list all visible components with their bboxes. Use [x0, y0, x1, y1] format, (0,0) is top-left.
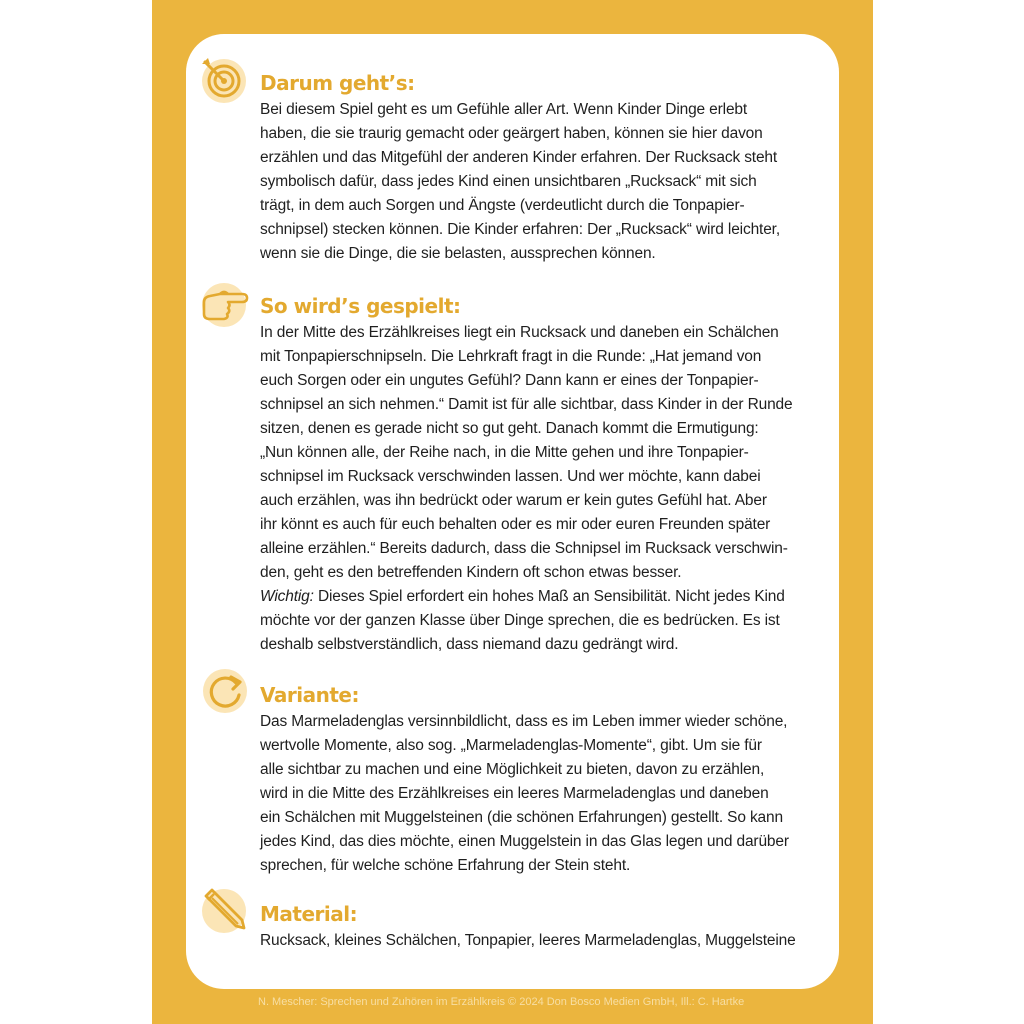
- text-line: alleine erzählen.“ Bereits dadurch, dass die Schnipsel im Rucksack verschwin-: [260, 540, 788, 557]
- redo-arrow-icon: [200, 665, 250, 715]
- text-line: auch erzählen, was ihn bedrückt oder warum er kein gutes Gefühl hat. Aber: [260, 492, 767, 509]
- text-line: haben, die sie traurig gemacht oder geärgert haben, können sie hier davon: [260, 125, 763, 142]
- section-material: [260, 901, 820, 953]
- important-note-line: [260, 585, 820, 609]
- text-line: jedes Kind, das dies möchte, einen Muggelstein in das Glas legen und darüber: [260, 833, 789, 850]
- text-line: den, geht es den betreffenden Kindern oft schon etwas besser.: [260, 564, 682, 581]
- section-heading: Material:: [260, 902, 358, 926]
- target-icon: [198, 54, 248, 104]
- text-segment: Dieses Spiel erfordert ein hohes Maß an Sensibilität. Nicht jedes Kind: [313, 588, 785, 605]
- text-line: euch Sorgen oder ein ungutes Gefühl? Dann kann er eines der Tonpapier-: [260, 372, 759, 389]
- section-body: [260, 321, 820, 657]
- text-line: trägt, in dem auch Sorgen und Ängste (verdeutlicht durch die Tonpapier-: [260, 197, 745, 214]
- text-line: ein Schälchen mit Muggelsteinen (die schönen Erfahrungen) gestellt. So kann: [260, 809, 783, 826]
- text-line: Das Marmeladenglas versinnbildlicht, dass es im Leben immer wieder schöne,: [260, 713, 788, 730]
- text-line: deshalb selbstverständlich, dass niemand dazu gedrängt wird.: [260, 636, 679, 653]
- text-line: sprechen, für welche schöne Erfahrung der Stein steht.: [260, 857, 631, 874]
- text-line: wenn sie die Dinge, die sie belasten, aussprechen können.: [260, 245, 656, 262]
- text-line: Rucksack, kleines Schälchen, Tonpapier, leeres Marmeladenglas, Muggelsteine: [260, 932, 796, 949]
- section-variante: [260, 682, 820, 878]
- important-label: Wichtig:: [260, 588, 314, 605]
- text-line: möchte vor der ganzen Klasse über Dinge sprechen, die es bedrücken. Es ist: [260, 612, 780, 629]
- text-line: schnipsel an sich nehmen.“ Damit ist für alle sichtbar, dass Kinder in der Runde: [260, 396, 793, 413]
- text-line: alle sichtbar zu machen und eine Möglichkeit zu bieten, davon zu erzählen,: [260, 761, 765, 778]
- text-line: wird in die Mitte des Erzählkreises ein leeres Marmeladenglas und daneben: [260, 785, 769, 802]
- text-line: schnipsel) stecken können. Die Kinder erfahren: Der „Rucksack“ wird leichter,: [260, 221, 780, 238]
- text-line: Bei diesem Spiel geht es um Gefühle aller Art. Wenn Kinder Dinge erlebt: [260, 101, 748, 118]
- text-line: wertvolle Momente, also sog. „Marmeladenglas-Momente“, gibt. Um sie für: [260, 737, 762, 754]
- text-line: sitzen, denen es gerade nicht so gut geht. Danach kommt die Ermutigung:: [260, 420, 759, 437]
- text-line: mit Tonpapierschnipseln. Die Lehrkraft fragt in die Runde: „Hat jemand von: [260, 348, 762, 365]
- text-line: „Nun können alle, der Reihe nach, in die Mitte gehen und ihre Tonpapier-: [260, 444, 749, 461]
- pointing-hand-icon: [198, 280, 254, 330]
- pencil-icon: [198, 884, 248, 934]
- text-line: symbolisch dafür, dass jedes Kind einen unsichtbaren „Rucksack“ mit sich: [260, 173, 757, 190]
- section-darum-gehts: [260, 70, 820, 266]
- section-so-wirds-gespielt: [260, 293, 820, 657]
- section-body: [260, 98, 820, 266]
- text-line: In der Mitte des Erzählkreises liegt ein Rucksack und daneben ein Schälchen: [260, 324, 779, 341]
- text-line: ihr könnt es auch für euch behalten oder es mir oder euren Freunden später: [260, 516, 771, 533]
- text-line: erzählen und das Mitgefühl der anderen Kinder erfahren. Der Rucksack steht: [260, 149, 778, 166]
- section-heading: Variante:: [260, 683, 359, 707]
- section-body: [260, 710, 820, 878]
- section-body: [260, 929, 820, 953]
- section-heading: Darum geht’s:: [260, 71, 415, 95]
- section-heading: So wird’s gespielt:: [260, 294, 461, 318]
- text-line: schnipsel im Rucksack verschwinden lassen. Und wer möchte, kann dabei: [260, 468, 761, 485]
- copyright-footer: N. Mescher: Sprechen und Zuhören im Erzählkreis © 2024 Don Bosco Medien GmbH, Ill.: C. Hartke: [258, 996, 745, 1008]
